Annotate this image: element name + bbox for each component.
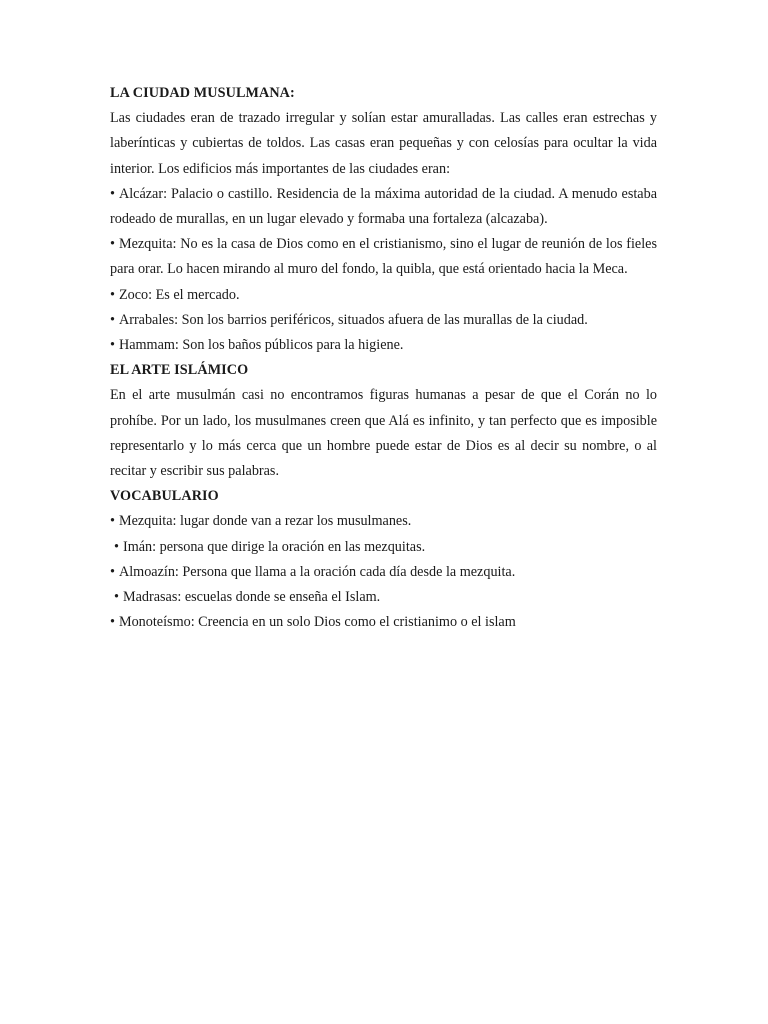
bullet-icon: •: [110, 286, 115, 303]
bullet-icon: •: [114, 538, 119, 555]
list-item-zoco: [110, 283, 657, 308]
list-item-hammam: [110, 333, 657, 358]
bullet-icon: •: [110, 185, 115, 202]
bullet-icon: •: [110, 614, 115, 631]
bullet-icon: •: [110, 513, 115, 530]
vocab-item-iman: [110, 535, 657, 560]
vocab-item-almoazin: [110, 560, 657, 585]
section-heading-arte-islamico: EL ARTE ISLÁMICO: [110, 362, 249, 379]
list-item-text: Almoazín: Persona que llama a la oración cada día desde la mezquita.: [118, 563, 516, 580]
list-item-text: Madrasas: escuelas donde se enseña el Islam.: [122, 589, 381, 606]
list-item-text: Arrabales: Son los barrios periféricos, situados afuera de las murallas de la ciudad.: [118, 311, 588, 328]
list-item-text: Mezquita: No es la casa de Dios como en el cristianismo, sino el lugar de reunión de los fieles para orar. Lo hacen mirando al muro del fondo, la quibla, que está orientado hacia la Meca.: [110, 236, 657, 278]
list-item-text: Monoteísmo: Creencia en un solo Dios como el cristianimo o el islam: [118, 614, 516, 631]
bullet-icon: •: [110, 236, 115, 253]
list-item-arrabales: [110, 308, 657, 333]
bullet-icon: •: [110, 337, 115, 354]
section-heading-vocabulario: VOCABULARIO: [110, 488, 219, 505]
list-item-text: Zoco: Es el mercado.: [118, 286, 240, 303]
bullet-icon: •: [114, 589, 119, 606]
paragraph-arte-islamico: En el arte musulmán casi no encontramos figuras humanas a pesar de que el Corán no lo prohíbe. Por un lado, los musulmanes creen que Alá es infinito, y tan perfecto que es imposible representarlo y lo más cerca que un hombre puede estar de Dios es al decir su nombre, o al recitar y escribir sus palabras.: [110, 387, 657, 480]
bullet-icon: •: [110, 563, 115, 580]
bullet-icon: •: [110, 311, 115, 328]
section-heading-ciudad-musulmana: LA CIUDAD MUSULMANA:: [110, 85, 295, 101]
list-item-text: Alcázar: Palacio o castillo. Residencia de la máxima autoridad de la ciudad. A menudo estaba rodeado de murallas, en un lugar elevado y formaba una fortaleza (alcazaba).: [110, 185, 657, 228]
vocab-item-madrasas: [110, 585, 657, 610]
list-item-mezquita: [110, 232, 657, 282]
list-item-alcazar: [110, 182, 657, 232]
paragraph-ciudad-intro: Las ciudades eran de trazado irregular y solían estar amuralladas. Las calles eran estrechas y laberínticas y cubiertas de toldos. Las casas eran pequeñas y con celosías para ocultar la vida interior. Los edificios más importantes de las ciudades eran:: [110, 110, 657, 177]
list-item-text: Mezquita: lugar donde van a rezar los musulmanes.: [118, 513, 412, 530]
vocab-item-monoteismo: [110, 610, 657, 635]
document-page: [110, 81, 657, 635]
vocab-item-mezquita: [110, 509, 657, 534]
list-item-text: Hammam: Son los baños públicos para la higiene.: [118, 337, 404, 354]
list-item-text: Imán: persona que dirige la oración en las mezquitas.: [122, 538, 426, 555]
